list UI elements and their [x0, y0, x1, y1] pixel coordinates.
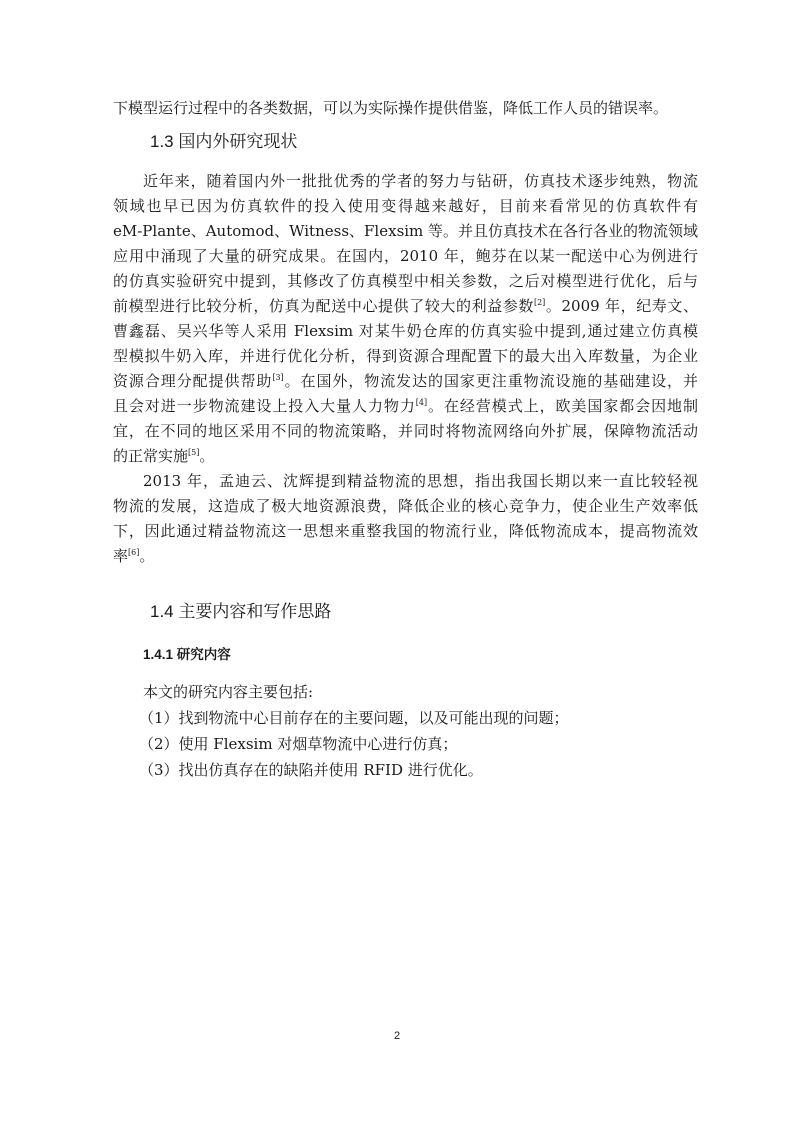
- paragraph-line: 的仿真实验研究中提到，其修改了仿真模型中相关参数，之后对模型进行优化，后与: [113, 272, 698, 290]
- text: 率: [113, 547, 129, 565]
- paragraph-line: [113, 396, 698, 416]
- paragraph-line: eM-Plante、Automod、Witness、Flexsim 等。并且仿真技术在各行各业的物流领域: [113, 222, 699, 240]
- text: 。在经营模式上，欧美国家都会因地制: [427, 397, 698, 415]
- paragraph-line: 应用中涌现了大量的研究成果。在国内，2010 年，鲍芬在以某一配送中心为例进行: [113, 247, 698, 265]
- paragraph-line: 领域也早已因为仿真软件的投入使用变得越来越好，目前来看常见的仿真软件有: [113, 197, 698, 215]
- text: 的正常实施: [113, 447, 189, 465]
- page-number: 2: [393, 1030, 401, 1042]
- paragraph-line: [113, 446, 698, 466]
- text: 。2009 年，纪寿文、: [545, 297, 698, 315]
- text: 。在国外，物流发达的国家更注重物流设施的基础建设，并: [283, 372, 698, 390]
- paragraph-line: 型模拟牛奶入库，并进行优化分析，得到资源合理配置下的最大出入库数量，为企业: [113, 347, 698, 365]
- intro-tail-line: 下模型运行过程中的各类数据，可以为实际操作提供借鉴，降低工作人员的错误率。: [113, 99, 669, 117]
- text: 前模型进行比较分析，仿真为配送中心提供了较大的利益参数: [113, 297, 534, 315]
- text: 。: [199, 447, 215, 465]
- text: 且会对进一步物流建设上投入大量人力物力: [113, 397, 416, 415]
- citation-ref: [4]: [415, 398, 428, 407]
- paragraph-line: 物流的发展，这造成了极大地资源浪费，降低企业的核心竞争力，使企业生产效率低: [113, 497, 698, 515]
- subsection-heading-1-4-1: 1.4.1 研究内容: [143, 647, 231, 662]
- text: 。: [139, 547, 155, 565]
- section-heading-1-4: 1.4 主要内容和写作思路: [150, 602, 332, 621]
- paragraph-line: [113, 296, 698, 316]
- paragraph-line: 下，因此通过精益物流这一思想来重整我国的物流行业，降低物流成本，提高物流效: [113, 522, 698, 540]
- paragraph-line: [113, 546, 698, 566]
- list-item: （1）找到物流中心目前存在的主要问题，以及可能出现的问题；: [139, 709, 569, 727]
- citation-ref: [3]: [272, 373, 284, 382]
- paragraph-line: 曹鑫磊、吴兴华等人采用 Flexsim 对某牛奶仓库的仿真实验中提到,通过建立仿真模: [113, 322, 698, 340]
- list-item: （3）找出仿真存在的缺陷并使用 RFID 进行优化。: [139, 761, 483, 779]
- paragraph-line: 宜，在不同的地区采用不同的物流策略，并同时将物流网络向外扩展，保障物流活动: [113, 422, 698, 440]
- paragraph-line: [113, 371, 698, 391]
- section-heading-1-3: 1.3 国内外研究现状: [150, 132, 298, 151]
- citation-ref: [6]: [128, 548, 140, 557]
- text: 资源合理分配提供帮助: [113, 372, 273, 390]
- list-item: （2）使用 Flexsim 对烟草物流中心进行仿真；: [139, 735, 458, 753]
- research-content-lead: 本文的研究内容主要包括:: [143, 683, 314, 701]
- citation-ref: [2]: [533, 298, 546, 307]
- citation-ref: [5]: [188, 448, 200, 457]
- paragraph-line: 近年来，随着国内外一批批优秀的学者的努力与钻研，仿真技术逐步纯熟，物流: [143, 172, 698, 190]
- paragraph-line: 2013 年，孟迪云、沈辉提到精益物流的思想，指出我国长期以来一直比较轻视: [143, 472, 698, 490]
